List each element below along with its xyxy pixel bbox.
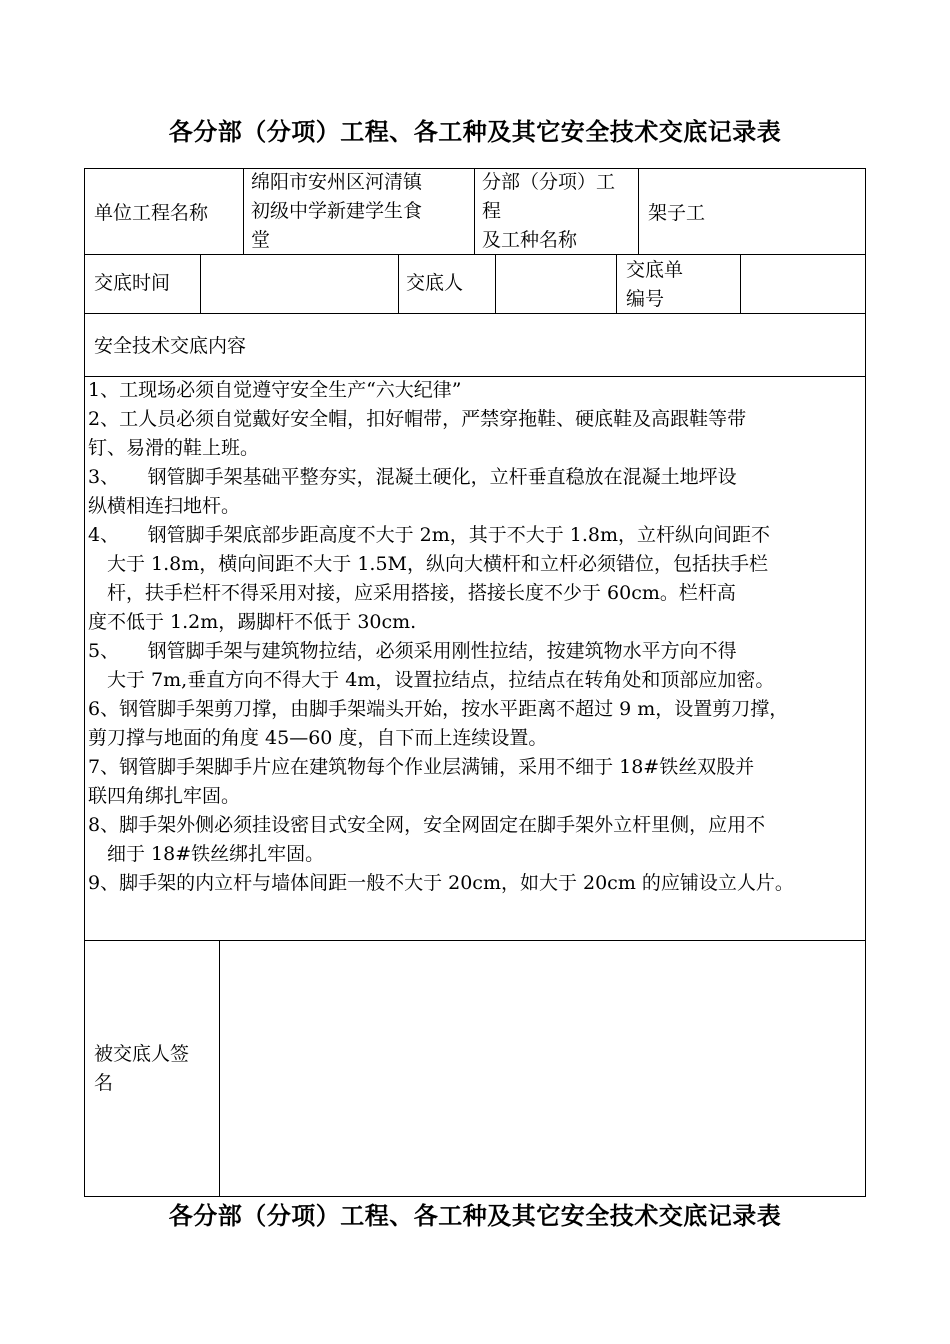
row-divider bbox=[84, 313, 866, 314]
cell-divider bbox=[200, 254, 201, 313]
sub-project-label-line-1: 分部（分项）工 bbox=[482, 171, 616, 193]
content-line: 1、工现场必须自觉遵守安全生产“六大纪律” bbox=[88, 379, 462, 401]
row-divider bbox=[84, 940, 866, 941]
content-line: 杆，扶手栏杆不得采用对接，应采用搭接，搭接长度不少于 60cm。栏杆高 bbox=[88, 582, 736, 604]
content-line: 度不低于 1.2m，踢脚杆不低于 30cm. bbox=[88, 611, 417, 633]
row-divider bbox=[84, 254, 866, 255]
cell-divider bbox=[219, 940, 220, 1197]
handover-person-label: 交底人 bbox=[406, 272, 464, 294]
signature-label-line-2: 名 bbox=[94, 1072, 114, 1094]
cell-divider bbox=[474, 168, 475, 254]
content-line: 8、脚手架外侧必须挂设密目式安全网，安全网固定在脚手架外立杆里侧，应用不 bbox=[88, 814, 766, 836]
cell-divider bbox=[616, 254, 617, 313]
signature-label-line-1: 被交底人签 bbox=[94, 1043, 190, 1065]
page-title: 各分部（分项）工程、各工种及其它安全技术交底记录表 bbox=[168, 117, 782, 146]
content-line: 大于 1.8m，横向间距不大于 1.5M，纵向大横杆和立杆必须错位，包括扶手栏 bbox=[88, 553, 768, 575]
cell-divider bbox=[638, 168, 639, 254]
cell-divider bbox=[740, 254, 741, 313]
unit-project-value-line-3: 堂 bbox=[251, 229, 271, 251]
content-line: 9、脚手架的内立杆与墙体间距一般不大于 20cm，如大于 20cm 的应铺设立人片。 bbox=[88, 872, 794, 894]
content-line: 6、钢管脚手架剪刀撑，由脚手架端头开始，按水平距离不超过 9 m，设置剪刀撑， bbox=[88, 698, 789, 720]
content-line: 剪刀撑与地面的角度 45—60 度，自下而上连续设置。 bbox=[88, 727, 548, 749]
safety-content bbox=[88, 376, 863, 898]
content-line: 5、 钢管脚手架与建筑物拉结，必须采用刚性拉结，按建筑物水平方向不得 bbox=[88, 640, 737, 662]
cell-divider bbox=[495, 254, 496, 313]
content-line: 细于 18#铁丝绑扎牢固。 bbox=[88, 843, 325, 865]
unit-project-value-line-2: 初级中学新建学生食 bbox=[251, 200, 423, 222]
cell-divider bbox=[243, 168, 244, 254]
content-line: 联四角绑扎牢固。 bbox=[88, 785, 241, 807]
unit-project-label: 单位工程名称 bbox=[94, 202, 209, 224]
cell-divider bbox=[398, 254, 399, 313]
content-line: 4、 钢管脚手架底部步距高度不大于 2m，其于不大于 1.8m，立杆纵向间距不 bbox=[88, 524, 771, 546]
handover-number-label-line-2: 编号 bbox=[626, 288, 665, 310]
handover-time-label: 交底时间 bbox=[94, 272, 171, 294]
sub-project-label-line-2: 程 bbox=[482, 200, 502, 222]
content-line: 纵横相连扫地杆。 bbox=[88, 495, 241, 517]
content-line: 大于 7m,垂直方向不得大于 4m，设置拉结点，拉结点在转角处和顶部应加密。 bbox=[88, 669, 775, 691]
footer-title: 各分部（分项）工程、各工种及其它安全技术交底记录表 bbox=[168, 1201, 782, 1230]
content-line: 7、钢管脚手架脚手片应在建筑物每个作业层满铺，采用不细于 18#铁丝双股并 bbox=[88, 756, 755, 778]
unit-project-value-line-1: 绵阳市安州区河清镇 bbox=[251, 171, 423, 193]
handover-number-label-line-1: 交底单 bbox=[626, 259, 684, 281]
sub-project-label-line-3: 及工种名称 bbox=[482, 229, 578, 251]
sub-project-value: 架子工 bbox=[648, 202, 706, 224]
content-line: 2、工人员必须自觉戴好安全帽，扣好帽带，严禁穿拖鞋、硬底鞋及高跟鞋等带 bbox=[88, 408, 747, 430]
content-line: 钉、易滑的鞋上班。 bbox=[88, 437, 260, 459]
content-line: 3、 钢管脚手架基础平整夯实，混凝土硬化，立杆垂直稳放在混凝土地坪设 bbox=[88, 466, 737, 488]
section-header: 安全技术交底内容 bbox=[94, 335, 247, 357]
